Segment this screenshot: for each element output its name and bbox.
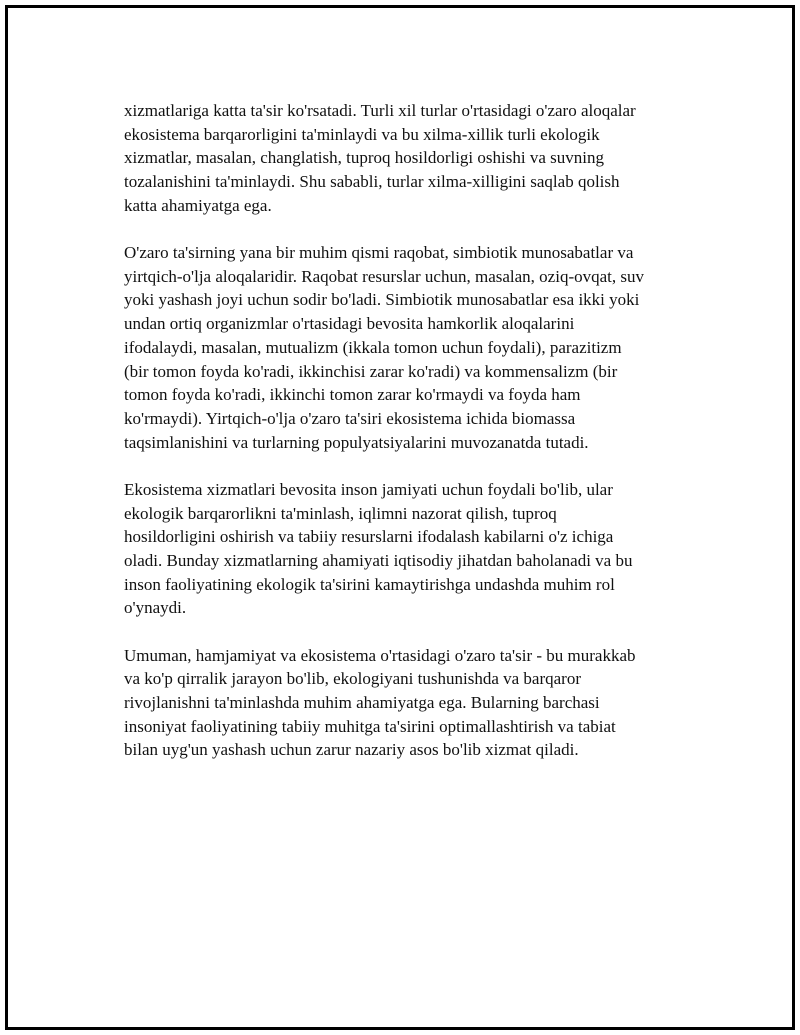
text-line: xizmatlariga katta ta'sir ko'rsatadi. Turli xil turlar o'rtasidagi o'zaro aloqalar: [124, 101, 636, 120]
text-line: undan ortiq organizmlar o'rtasidagi bevosita hamkorlik aloqalarini: [124, 314, 575, 334]
text-line: xizmatlar, masalan, changlatish, tuproq hosildorligi oshishi va suvning: [124, 148, 604, 168]
text-line: yoki yashash joyi uchun sodir bo'ladi. Simbiotik munosabatlar esa ikki yoki: [124, 290, 640, 310]
paragraph-1: [124, 99, 704, 218]
text-line: bilan uyg'un yashash uchun zarur nazariy asos bo'lib xizmat qiladi.: [124, 740, 579, 760]
text-line: Umuman, hamjamiyat va ekosistema o'rtasidagi o'zaro ta'sir - bu murakkab: [124, 645, 636, 665]
text-line: yirtqich-o'lja aloqalaridir. Raqobat resurslar uchun, masalan, oziq-ovqat, suv: [124, 266, 644, 286]
text-line: ekosistema barqarorligini ta'minlaydi va bu xilma-xillik turli ekologik: [124, 124, 600, 144]
text-line: tomon foyda ko'radi, ikkinchi tomon zarar ko'rmaydi va foyda ham: [124, 385, 581, 405]
text-line: insoniyat faoliyatining tabiiy muhitga ta'sirini optimallashtirish va tabiat: [124, 716, 616, 736]
text-line: ko'rmaydi). Yirtqich-o'lja o'zaro ta'siri ekosistema ichida biomassa: [124, 408, 576, 428]
text-line: o'ynaydi.: [124, 598, 187, 618]
text-line: Ekosistema xizmatlari bevosita inson jamiyati uchun foydali bo'lib, ular: [124, 479, 613, 499]
page-frame: [5, 5, 795, 1030]
text-line: oladi. Bunday xizmatlarning ahamiyati iqtisodiy jihatdan baholanadi va bu: [124, 550, 633, 570]
text-line: taqsimlanishini va turlarning populyatsiyalarini muvozanatda tutadi.: [124, 432, 589, 452]
text-line: ekologik barqarorlikni ta'minlash, iqlimni nazorat qilish, tuproq: [124, 503, 557, 523]
paragraph-4: [124, 644, 704, 763]
paragraph-2: [124, 241, 704, 454]
text-line: ifodalaydi, masalan, mutualizm (ikkala tomon uchun foydali), parazitizm: [124, 337, 622, 357]
document-body: [124, 99, 704, 786]
text-line: O'zaro ta'sirning yana bir muhim qismi raqobat, simbiotik munosabatlar va: [124, 243, 634, 263]
text-line: rivojlanishni ta'minlashda muhim ahamiyatga ega. Bularning barchasi: [124, 692, 600, 712]
text-line: tozalanishini ta'minlaydi. Shu sababli, turlar xilma-xilligini saqlab qolish: [124, 172, 620, 192]
text-line: hosildorligini oshirish va tabiiy resurslarni ifodalash kabilarni o'z ichiga: [124, 527, 614, 547]
text-line: katta ahamiyatga ega.: [124, 195, 272, 215]
text-line: va ko'p qirralik jarayon bo'lib, ekologiyani tushunishda va barqaror: [124, 669, 581, 689]
paragraph-3: [124, 478, 704, 620]
text-line: inson faoliyatining ekologik ta'sirini kamaytirishga undashda muhim rol: [124, 574, 615, 594]
text-line: (bir tomon foyda ko'radi, ikkinchisi zarar ko'radi) va kommensalizm (bir: [124, 361, 618, 381]
